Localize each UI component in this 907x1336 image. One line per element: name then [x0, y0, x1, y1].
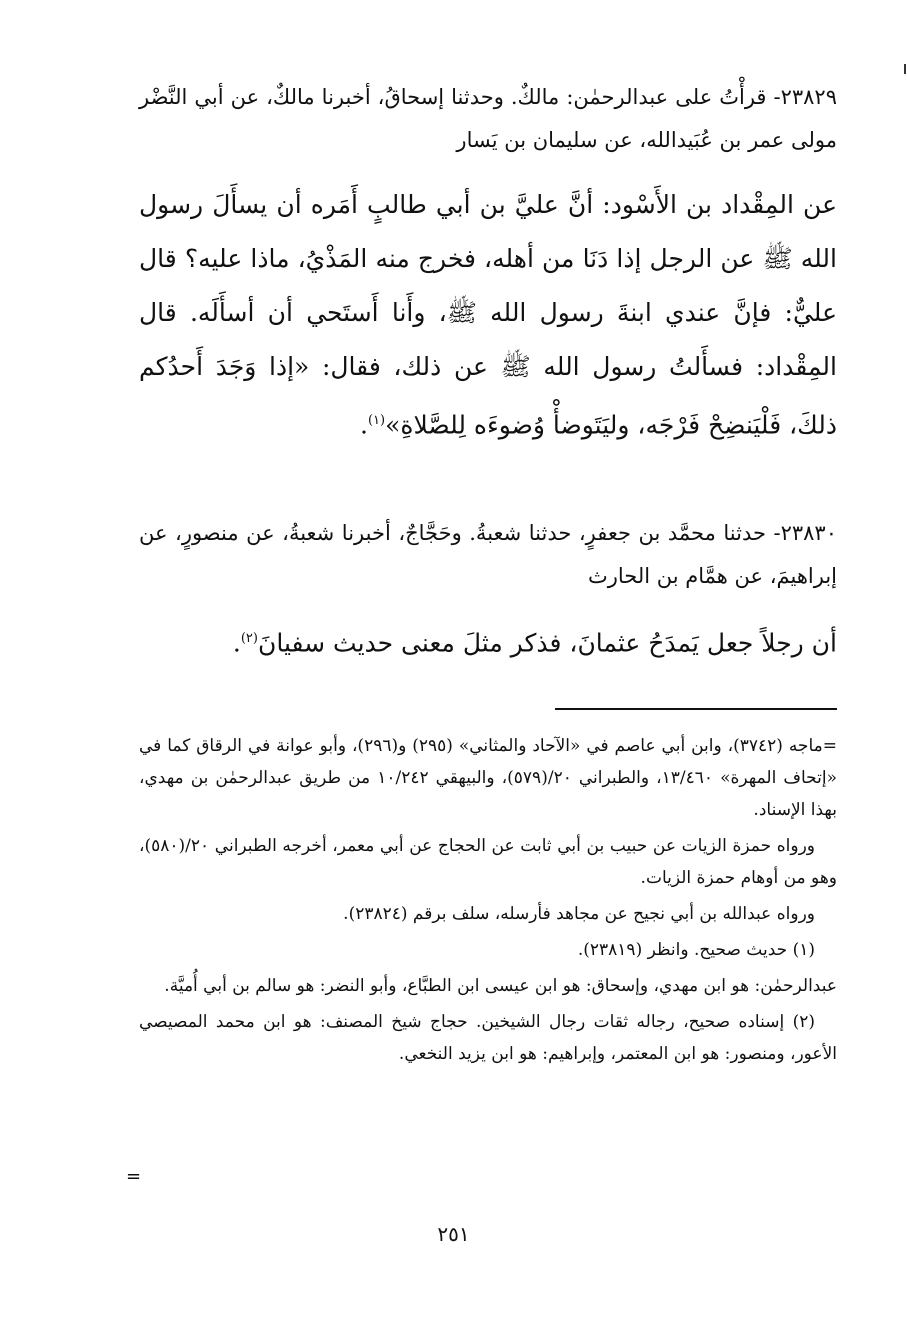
- footnote-1-b: عبدالرحمٰن: هو ابن مهدي، وإسحاق: هو ابن عيسى ابن الطبَّاع، وأبو النضر: هو سالم بن أبي أُميَّة.: [164, 976, 837, 996]
- footnote-continuation-mark: =: [126, 1166, 142, 1187]
- hadith-23829-matn: [139, 178, 837, 452]
- hadith-23830-text: أن رجلاً جعل يَمدَحُ عثمانَ، فذكر مثلَ معنى حديث سفيانَ: [257, 628, 837, 658]
- hadith-23830-end: .: [232, 628, 241, 658]
- footnote-ref-2: (٢): [240, 631, 258, 646]
- footnote-continued-1: =ماجه (٣٧٤٢)، وابن أبي عاصم في «الآحاد والمثاني» (٢٩٥) و(٢٩٦)، وأبو عوانة في الرقاق كما في «إتحاف المهرة» ١٣/٤٦٠، والطبراني ٢٠/(٥٧٩)، والبيهقي ١٠/٢٤٢ من طريق عبدالرحمٰن بن مهدي، بهذا الإسناد.: [139, 736, 837, 820]
- footnote-continued-3: ورواه عبدالله بن أبي نجيح عن مجاهد فأرسله، سلف برقم (٢٣٨٢٤).: [343, 904, 815, 924]
- footnotes: [139, 730, 837, 1074]
- hadith-23829-isnad: ٢٣٨٢٩- قرأْتُ على عبدالرحمٰن: مالكٌ. وحدثنا إسحاقُ، أخبرنا مالكٌ، عن أبي النَّضْر مولى عمر بن عُبَيدالله، عن سليمان بن يَسار: [139, 85, 837, 152]
- footnote-2: (٢) إسناده صحيح، رجاله ثقات رجال الشيخين. حجاج شيخ المصنف: هو ابن محمد المصيصي الأعور، ومنصور: هو ابن المعتمر، وإبراهيم: هو ابن يزيد النخعي.: [139, 1012, 837, 1064]
- margin-mark: [904, 64, 906, 74]
- page-number: ٢٥١: [437, 1222, 470, 1246]
- footnote-ref-1: (١): [367, 413, 386, 428]
- hadith-23829-end: .: [359, 410, 368, 440]
- footnote-1-a: (١) حديث صحيح. وانظر (٢٣٨١٩).: [577, 940, 815, 960]
- hadith-23829-text: عن المِقْداد بن الأَسْود: أنَّ عليَّ بن أبي طالبٍ أَمَره أن يسأَلَ رسول الله ﷺ عن الرجل إذا دَنَا من أهله، فخرج منه المَذْيُ، ماذا عليه؟ قال عليٌّ: فإنَّ عندي ابنةَ رسول الله ﷺ، وأَنا أَستَحي أن أسأَلَه. قال المِقْداد: فسأَلتُ رسول الله ﷺ عن ذلك، فقال: «إذا وَجَدَ أَحدُكم ذلكَ، فَلْيَنضِحْ فَرْجَه، وليَتَوضأْ وُضوءَه لِلصَّلاةِ»: [139, 190, 837, 440]
- hadith-23830-isnad: ٢٣٨٣٠- حدثنا محمَّد بن جعفرٍ، حدثنا شعبةُ. وحَجَّاجٌ، أخبرنا شعبةُ، عن منصورٍ، عن إبراهيمَ، عن همَّام بن الحارث: [139, 521, 837, 588]
- footnote-continued-2: ورواه حمزة الزيات عن حبيب بن أبي ثابت عن الحجاج عن أبي معمر، أخرجه الطبراني ٢٠/(٥٨٠)، وهو من أوهام حمزة الزيات.: [139, 836, 837, 888]
- hadith-23830-matn: [139, 612, 837, 670]
- footnote-separator: [555, 708, 837, 710]
